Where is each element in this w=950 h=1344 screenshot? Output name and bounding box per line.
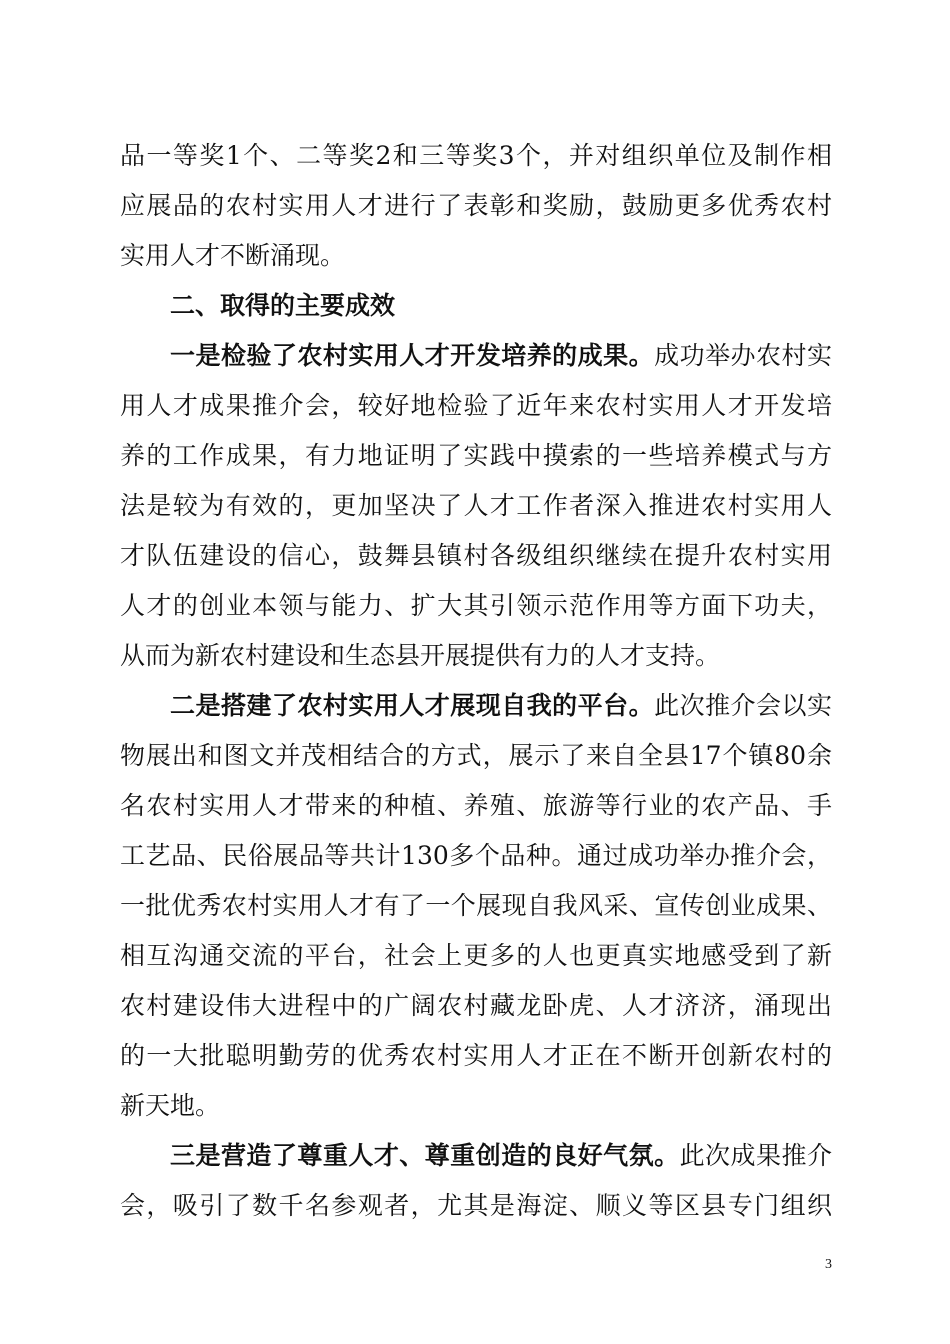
- paragraph-lead: 一是检验了农村实用人才开发培养的成果。: [170, 341, 655, 370]
- body-line: 从而为新农村建设和生态县开展提供有力的人才支持。: [120, 641, 721, 670]
- body-line: 应展品的农村实用人才进行了表彰和奖励，鼓励更多优秀农村: [120, 191, 832, 220]
- body-line: 新天地。: [120, 1091, 221, 1120]
- body-line: 的一大批聪明勤劳的优秀农村实用人才正在不断开创新农村的: [120, 1041, 832, 1070]
- body-line: 用人才成果推介会，较好地检验了近年来农村实用人才开发培: [120, 391, 832, 420]
- body-line: 养的工作成果，有力地证明了实践中摸索的一些培养模式与方: [120, 441, 832, 470]
- paragraph-text: 此次成果推介: [679, 1141, 832, 1170]
- paragraph-lead: 三是营造了尊重人才、尊重创造的良好气氛。: [170, 1141, 680, 1170]
- body-line: 才队伍建设的信心，鼓舞县镇村各级组织继续在提升农村实用: [120, 541, 832, 570]
- body-line: 相互沟通交流的平台，社会上更多的人也更真实地感受到了新: [120, 941, 832, 970]
- body-line: 会，吸引了数千名参观者，尤其是海淀、顺义等区县专门组织: [120, 1191, 832, 1220]
- body-line: 名农村实用人才带来的种植、养殖、旅游等行业的农产品、手: [120, 791, 832, 820]
- body-line: 人才的创业本领与能力、扩大其引领示范作用等方面下功夫，: [120, 591, 832, 620]
- body-line: 物展出和图文并茂相结合的方式，展示了来自全县17个镇80余: [120, 741, 832, 770]
- paragraph-lead: 二是搭建了农村实用人才展现自我的平台。: [170, 691, 655, 720]
- body-line: 实用人才不断涌现。: [120, 241, 346, 270]
- paragraph-first-line: [170, 686, 832, 726]
- paragraph-text: 此次推介会以实: [654, 691, 832, 720]
- section-heading: 二、取得的主要成效: [170, 291, 396, 320]
- page-number: 3: [825, 1257, 832, 1272]
- body-line: 农村建设伟大进程中的广阔农村藏龙卧虎、人才济济，涌现出: [120, 991, 832, 1020]
- paragraph-text: 成功举办农村实: [654, 341, 832, 370]
- paragraph-first-line: [170, 336, 832, 376]
- body-line: 工艺品、民俗展品等共计130多个品种。通过成功举办推介会，: [120, 841, 832, 870]
- paragraph-first-line: [170, 1136, 832, 1176]
- body-line: 品一等奖1个、二等奖2和三等奖3个，并对组织单位及制作相: [120, 141, 832, 170]
- body-line: 法是较为有效的，更加坚决了人才工作者深入推进农村实用人: [120, 491, 832, 520]
- body-line: 一批优秀农村实用人才有了一个展现自我风采、宣传创业成果、: [120, 891, 832, 920]
